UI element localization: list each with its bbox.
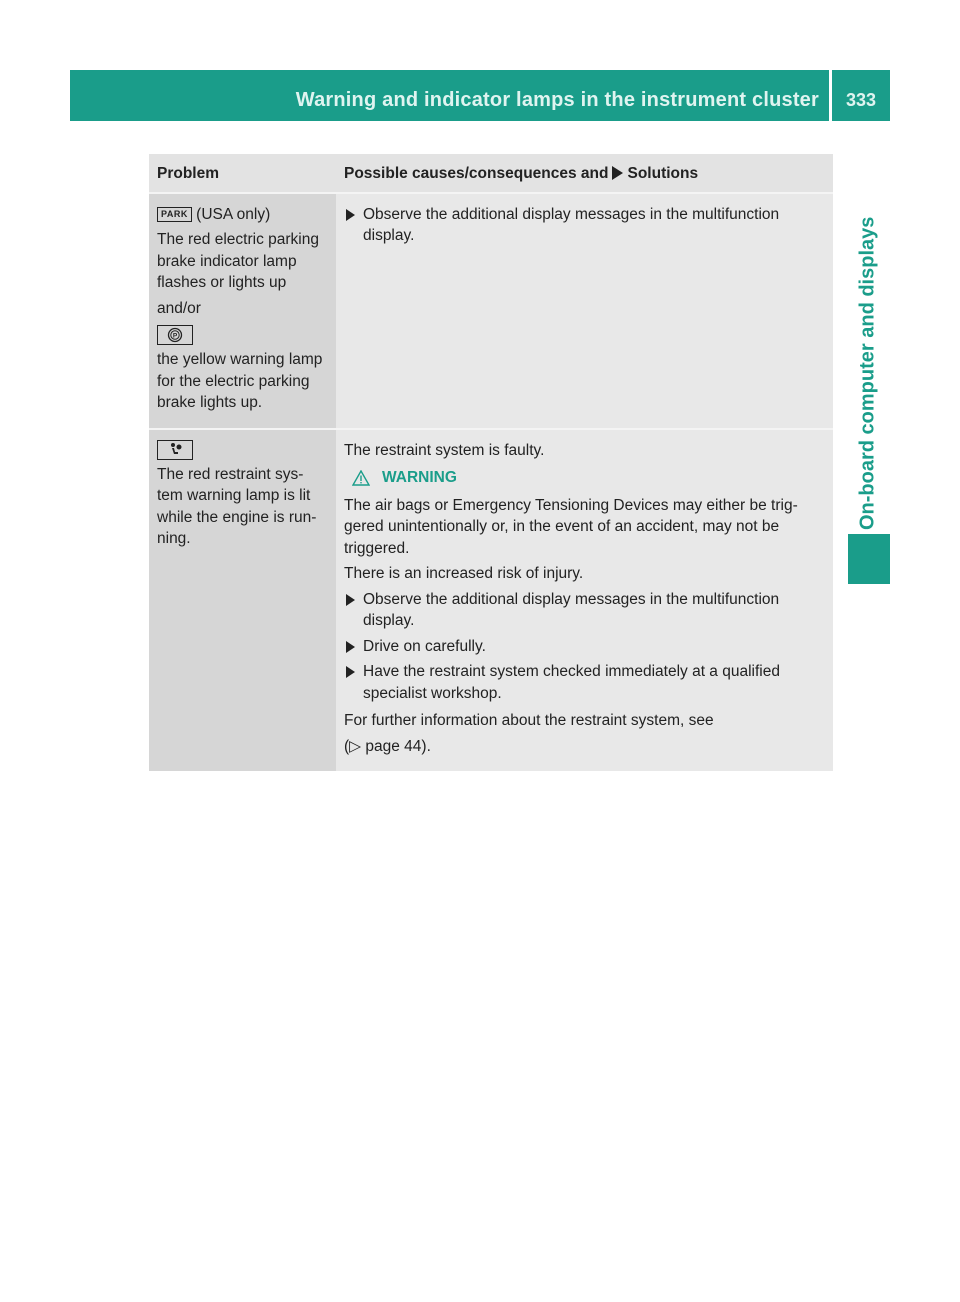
list-item: Drive on carefully.: [344, 636, 825, 658]
table-row: [149, 429, 833, 772]
problem-text-2: the yellow warning lamp for the electric parking brake lights up.: [157, 351, 323, 411]
warning-text: The air bags or Emergency Tensioning Devices may either be trig-gered unintentionally or, in the event of an accident, may not be triggered.: [344, 496, 798, 557]
side-tab-label: On-board computer and displays: [856, 216, 879, 530]
action-arrow-icon: [612, 166, 623, 180]
page-number: 333: [845, 90, 877, 110]
further-info-text: For further information about the restraint system, see: [344, 712, 714, 729]
electric-parking-brake-icon: [157, 325, 193, 345]
table-header-row: [149, 154, 833, 193]
warning-heading: WARNING: [344, 467, 825, 489]
park-brake-icon: PARK: [157, 207, 192, 222]
side-tab-marker: [848, 534, 890, 584]
usa-only-note: (USA only): [196, 205, 271, 223]
column-header-solutions-post: Solutions: [627, 165, 699, 182]
and-or-text: and/or: [157, 299, 201, 317]
list-item: Have the restraint system checked immediately at a qualified specialist workshop.: [344, 661, 825, 704]
restraint-system-icon: [157, 440, 193, 460]
solution-cell: [336, 193, 833, 429]
solution-cell: [336, 429, 833, 772]
action-arrow-icon: [346, 594, 355, 606]
list-item: Observe the additional display messages in the multifunction display.: [344, 204, 825, 247]
problem-cell: [149, 429, 336, 772]
cause-text: The restraint system is faulty.: [344, 441, 545, 459]
table-row: [149, 193, 833, 429]
action-arrow-icon: [346, 209, 355, 221]
page-title: Warning and indicator lamps in the instrument cluster: [295, 89, 819, 111]
page-reference-link[interactable]: (▷ page 44).: [344, 737, 431, 755]
warning-triangle-icon: [352, 470, 370, 486]
column-header-problem: Problem: [149, 154, 336, 193]
action-arrow-icon: [346, 641, 355, 653]
action-arrow-icon: [346, 666, 355, 678]
list-item: Observe the additional display messages in the multifunction display.: [344, 589, 825, 632]
page-header: [70, 70, 890, 121]
problem-text: The red electric parking brake indicator lamp flashes or lights up: [157, 231, 319, 291]
risk-text: There is an increased risk of injury.: [344, 565, 584, 582]
column-header-solutions: [336, 154, 833, 193]
warning-lamps-table: [149, 154, 833, 771]
problem-cell: [149, 193, 336, 429]
column-header-solutions-pre: Possible causes/consequences and: [344, 165, 609, 182]
problem-text: The red restraint sys-tem warning lamp is lit while the engine is run-ning.: [157, 465, 317, 547]
svg-text:P: P: [172, 332, 178, 340]
